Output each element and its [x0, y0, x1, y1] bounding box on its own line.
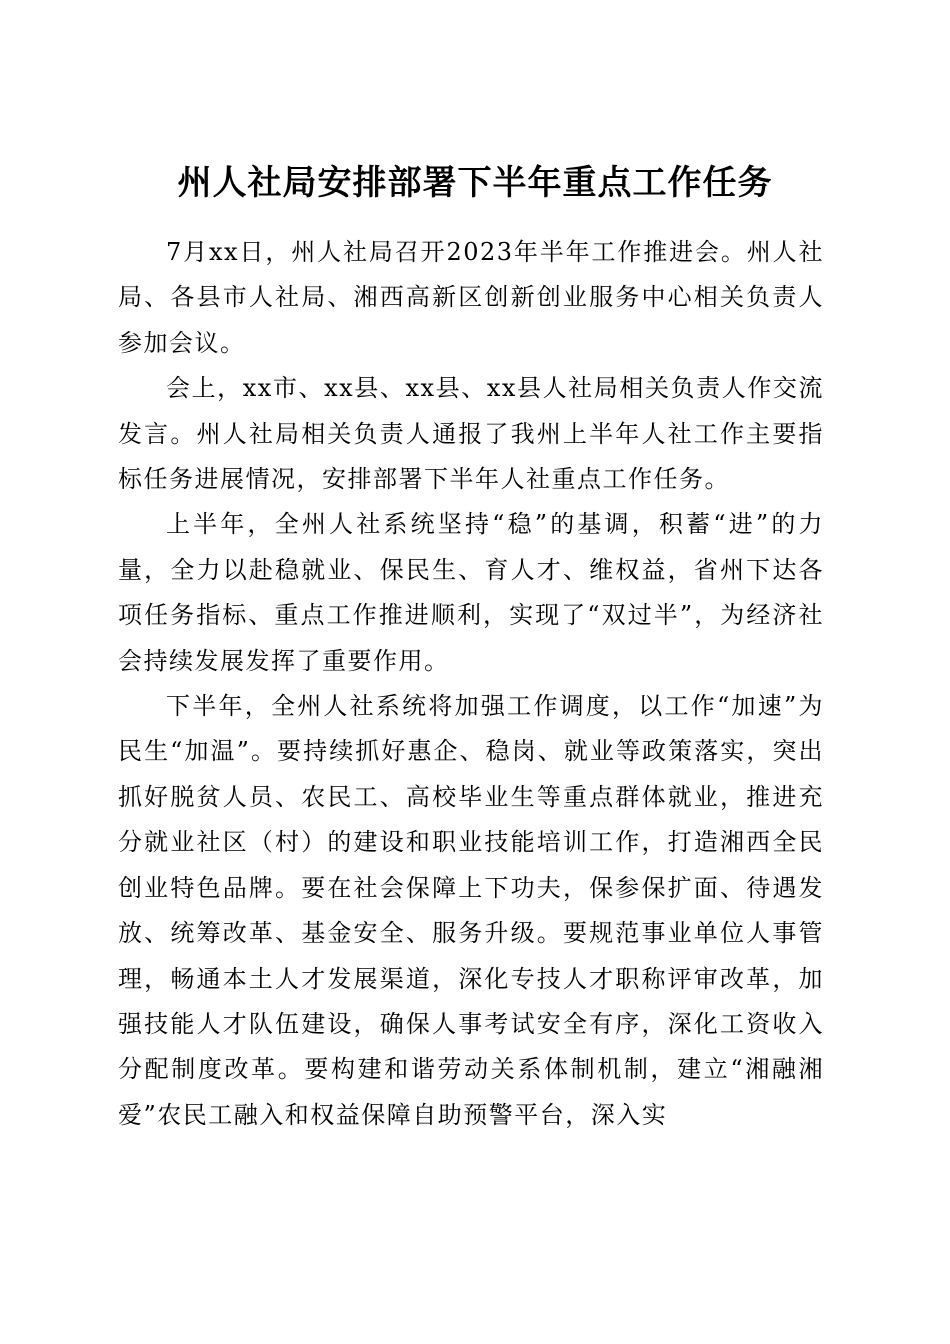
paragraph-first-half-summary: 上半年，全州人社系统坚持“稳”的基调，积蓄“进”的力量，全力以赴稳就业、保民生、育人才、维权益，省州下达各项任务指标、重点工作推进顺利，实现了“双过半”，为经济社会持续发展发挥了重要作用。 — [118, 510, 824, 675]
paragraph-second-half-plan: 下半年，全州人社系统将加强工作调度，以工作“加速”为民生“加温”。要持续抓好惠企、稳岗、就业等政策落实，突出抓好脱贫人员、农民工、高校毕业生等重点群体就业，推进充分就业社区（村）的建设和职业技能培训工作，打造湘西全民创业特色品牌。要在社会保障上下功夫，保参保扩面、待遇发放、统筹改革、基金安全、服务升级。要规范事业单位人事管理，畅通本土人才发展渠道，深化专技人才职称评审改革，加强技能人才队伍建设，确保人事考试安全有序，深化工资收入分配制度改革。要构建和谐劳动关系体制机制，建立“湘融湘爱”农民工融入和权益保障自助预警平台，深入实 — [118, 692, 824, 1129]
document-title: 州人社局安排部署下半年重点工作任务 — [177, 162, 773, 203]
document-body — [118, 230, 824, 1138]
paragraph-meeting-speeches: 会上，xx市、xx县、xx县、xx县人社局相关负责人作交流发言。州人社局相关负责人通报了我州上半年人社工作主要指标任务进展情况，安排部署下半年人社重点工作任务。 — [118, 374, 824, 494]
paragraph-meeting-intro: 7月xx日，州人社局召开2023年半年工作推进会。州人社局、各县市人社局、湘西高新区创新创业服务中心相关负责人参加会议。 — [118, 238, 824, 357]
